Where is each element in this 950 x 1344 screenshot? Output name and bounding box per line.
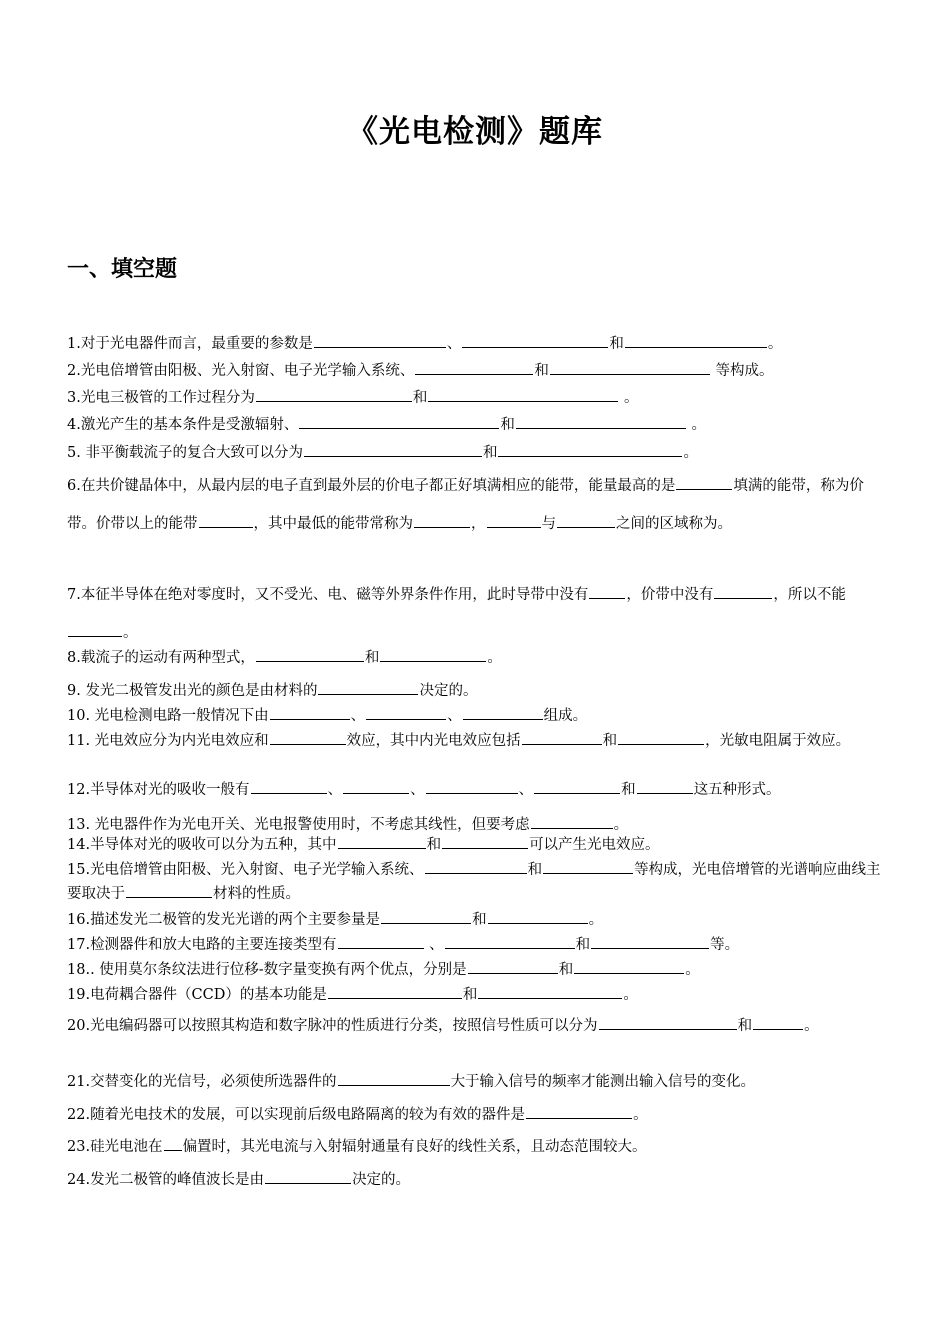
question-19 — [67, 983, 887, 1007]
question-text: 偏置时，其光电流与入射辐射通量有良好的线性关系，且动态范围较大。 — [182, 1139, 647, 1155]
question-text: 。 — [804, 1018, 819, 1034]
question-number: 20. — [67, 1018, 91, 1034]
answer-blank[interactable] — [366, 704, 446, 720]
question-text: 本征半导体在绝对零度时，又不受光、电、磁等外界条件作用，此时导带中没有 — [80, 587, 589, 603]
question-text: 和 — [602, 733, 618, 749]
answer-blank[interactable] — [270, 729, 346, 745]
answer-blank[interactable] — [531, 813, 613, 829]
question-number: 7. — [67, 587, 81, 603]
question-5 — [67, 441, 887, 465]
answer-blank[interactable] — [550, 359, 710, 375]
question-11 — [67, 729, 887, 753]
question-text: 光电编码器可以按照其构造和数字脉冲的性质进行分类，按照信号性质可以分为 — [90, 1018, 598, 1034]
question-text: 硅光电池在 — [90, 1139, 163, 1155]
question-text: 非平衡载流子的复合大致可以分为 — [80, 445, 303, 461]
question-text: 发光二极管的峰值波长是由 — [90, 1172, 265, 1188]
question-14 — [67, 833, 887, 857]
answer-blank[interactable] — [462, 332, 608, 348]
question-text: 随着光电技术的发展，可以实现前后级电路隔离的较为有效的器件是 — [90, 1107, 526, 1123]
question-text: 可以产生光电效应。 — [529, 837, 660, 853]
question-number: 23. — [67, 1139, 91, 1155]
answer-blank[interactable] — [488, 908, 588, 924]
question-text: 和 — [500, 417, 515, 433]
question-text: 。 — [619, 390, 639, 406]
question-number: 12. — [67, 782, 91, 798]
question-text: 和 — [482, 445, 498, 461]
answer-blank[interactable] — [414, 512, 470, 528]
question-text: 对于光电器件而言，最重要的参数是 — [80, 336, 313, 352]
question-8 — [67, 646, 887, 670]
question-number: 15. — [67, 862, 91, 878]
answer-blank[interactable] — [126, 882, 212, 898]
question-number: 21. — [67, 1074, 91, 1090]
question-text: 。 — [623, 987, 638, 1003]
answer-blank[interactable] — [543, 858, 633, 874]
question-text: 之间的区域称为 — [616, 516, 718, 532]
question-text: 决定的。 — [419, 683, 478, 699]
question-text: 。 — [717, 516, 732, 532]
answer-blank[interactable] — [68, 621, 122, 637]
question-number: 19. — [67, 987, 91, 1003]
question-number: 10. — [67, 708, 91, 724]
answer-blank[interactable] — [304, 441, 482, 457]
question-text: 。 — [487, 650, 502, 666]
answer-blank[interactable] — [381, 908, 471, 924]
question-text: 光电倍增管由阳极、光入射窗、电子光学输入系统、 — [90, 862, 424, 878]
question-text: 和 — [534, 363, 549, 379]
answer-blank[interactable] — [487, 512, 541, 528]
question-3 — [67, 386, 887, 410]
question-text: 填满的能带，称为价带。价带以上的能带 — [67, 478, 864, 532]
question-text: 。 — [683, 445, 698, 461]
answer-blank[interactable] — [618, 729, 704, 745]
question-21 — [67, 1070, 887, 1094]
answer-blank[interactable] — [463, 704, 543, 720]
question-text: 和 — [737, 1018, 753, 1034]
question-4 — [67, 413, 887, 437]
question-text: 这五种形式。 — [693, 782, 781, 798]
question-20 — [67, 1014, 887, 1038]
answer-blank[interactable] — [251, 778, 327, 794]
answer-blank[interactable] — [445, 933, 575, 949]
answer-blank[interactable] — [516, 413, 686, 429]
question-24 — [67, 1168, 887, 1192]
answer-blank[interactable] — [299, 413, 499, 429]
question-number: 4. — [67, 417, 81, 433]
question-15 — [67, 858, 887, 906]
question-text: 决定的。 — [352, 1172, 411, 1188]
section-heading: 一、填空题 — [67, 257, 178, 282]
answer-blank[interactable] — [589, 583, 625, 599]
answer-blank[interactable] — [199, 512, 253, 528]
question-text: 。 — [588, 912, 604, 928]
question-number: 13. — [67, 817, 91, 833]
answer-blank[interactable] — [498, 441, 682, 457]
answer-blank[interactable] — [425, 858, 527, 874]
answer-blank[interactable] — [637, 778, 693, 794]
question-number: 18. — [67, 962, 91, 978]
question-text: 大于输入信号的频率才能测出输入信号的变化。 — [450, 1074, 756, 1090]
answer-blank[interactable] — [338, 833, 426, 849]
question-text: 、 — [446, 336, 462, 352]
question-text: 光电三极管的工作过程分为 — [80, 390, 255, 406]
answer-blank[interactable] — [557, 512, 615, 528]
question-text: 发光二极管发出光的颜色是由材料的 — [80, 683, 318, 699]
question-text: 、 — [350, 708, 366, 724]
answer-blank[interactable] — [338, 1070, 450, 1086]
answer-blank[interactable] — [591, 933, 709, 949]
question-text: 。 — [613, 817, 629, 833]
question-17 — [67, 933, 887, 957]
question-text: 。 — [633, 1107, 648, 1123]
question-text: 等。 — [710, 937, 740, 953]
answer-blank[interactable] — [574, 958, 684, 974]
document-title: 《光电检测》题库 — [347, 114, 603, 150]
question-number: 17. — [67, 937, 91, 953]
question-text: 和 — [527, 862, 543, 878]
question-text: 等构成，光电倍增管的光谱响应曲线主要取决于 — [67, 862, 881, 902]
answer-blank[interactable] — [256, 386, 412, 402]
question-23 — [67, 1135, 887, 1159]
answer-blank[interactable] — [338, 933, 424, 949]
answer-blank[interactable] — [415, 359, 533, 375]
question-text: 与 — [541, 516, 556, 532]
question-text: ， — [471, 516, 486, 532]
question-number: 3. — [67, 390, 81, 406]
question-text: 和 — [621, 782, 636, 798]
question-text: 组成。 — [543, 708, 588, 724]
answer-blank[interactable] — [380, 646, 486, 662]
answer-blank[interactable] — [522, 729, 602, 745]
question-12 — [67, 778, 887, 802]
question-text: 。 — [123, 625, 138, 641]
answer-blank[interactable] — [318, 679, 418, 695]
question-text: 和 — [426, 837, 442, 853]
answer-blank[interactable] — [343, 778, 409, 794]
question-22 — [67, 1103, 887, 1127]
question-text: 光电效应分为内光电效应和 — [90, 733, 269, 749]
question-text: 光电器件作为光电开关、光电报警使用时，不考虑其线性，但要考虑 — [90, 817, 530, 833]
question-text: 、 — [447, 708, 462, 724]
answer-blank[interactable] — [265, 1168, 351, 1184]
question-text: 光电检测电路一般情况下由 — [90, 708, 269, 724]
question-number: 9. — [67, 683, 81, 699]
question-text: 、 — [410, 782, 425, 798]
question-10 — [67, 704, 887, 728]
answer-blank[interactable] — [599, 1014, 737, 1030]
question-text: 载流子的运动有两种型式， — [80, 650, 255, 666]
question-number: 8. — [67, 650, 81, 666]
question-text: 交替变化的光信号，必须使所选器件的 — [90, 1074, 337, 1090]
question-text: 光电倍增管由阳极、光入射窗、电子光学输入系统、 — [80, 363, 415, 379]
answer-blank[interactable] — [625, 332, 767, 348]
question-number: 16. — [67, 912, 91, 928]
question-text: 和 — [472, 912, 487, 928]
question-text: ，价带中没有 — [626, 587, 714, 603]
question-text: 和 — [364, 650, 380, 666]
question-text: 效应，其中内光电效应包括 — [346, 733, 521, 749]
question-text: 激光产生的基本条件是受激辐射、 — [80, 417, 299, 433]
answer-blank[interactable] — [714, 583, 772, 599]
question-text: 、 — [424, 937, 444, 953]
answer-blank[interactable] — [426, 778, 518, 794]
question-text: 、 — [518, 782, 534, 798]
answer-blank[interactable] — [256, 646, 364, 662]
question-text: 和 — [558, 962, 574, 978]
question-number: 6. — [67, 478, 81, 494]
answer-blank[interactable] — [676, 474, 732, 490]
answer-blank[interactable] — [442, 833, 528, 849]
question-7 — [67, 576, 887, 652]
question-text: 检测器件和放大电路的主要连接类型有 — [90, 937, 337, 953]
question-number: 1. — [67, 336, 81, 352]
question-text: 和 — [462, 987, 478, 1003]
question-number: 11. — [67, 733, 91, 749]
answer-blank[interactable] — [753, 1014, 803, 1030]
question-18 — [67, 958, 887, 982]
question-number: 24. — [67, 1172, 91, 1188]
question-number: 22. — [67, 1107, 91, 1123]
question-text: 。 — [685, 962, 700, 978]
question-text: 和 — [575, 937, 591, 953]
question-16 — [67, 908, 887, 932]
question-text: 在共价键晶体中，从最内层的电子直到最外层的价电子都正好填满相应的能带，能量最高的是 — [80, 478, 676, 494]
answer-blank[interactable] — [534, 778, 620, 794]
question-text: ，所以不能 — [773, 587, 846, 603]
question-number: 14. — [67, 837, 91, 853]
question-text: 电荷耦合器件（CCD）的基本功能是 — [90, 987, 327, 1003]
question-text: 半导体对光的吸收一般有 — [90, 782, 250, 798]
question-text: 和 — [609, 336, 624, 352]
question-2 — [67, 359, 887, 383]
question-number: 5. — [67, 445, 81, 461]
question-text: 材料的性质。 — [213, 886, 300, 902]
question-9 — [67, 679, 887, 703]
question-number: 2. — [67, 363, 81, 379]
question-text: 。 — [767, 336, 783, 352]
question-text: 等构成。 — [710, 363, 774, 379]
answer-blank[interactable] — [478, 983, 622, 999]
question-text: 描述发光二极管的发光光谱的两个主要参量是 — [90, 912, 381, 928]
question-text: 半导体对光的吸收可以分为五种，其中 — [90, 837, 337, 853]
answer-blank[interactable] — [164, 1135, 182, 1151]
answer-blank[interactable] — [428, 386, 618, 402]
question-text: ，其中最低的能带常称为 — [253, 516, 413, 532]
answer-blank[interactable] — [468, 958, 558, 974]
question-text: . 使用莫尔条纹法进行位移-数字量变换有两个优点，分别是 — [90, 962, 467, 978]
question-text: 、 — [327, 782, 343, 798]
question-text: 和 — [412, 390, 428, 406]
question-1 — [67, 332, 887, 356]
question-text: ，光敏电阻属于效应。 — [705, 733, 851, 749]
answer-blank[interactable] — [270, 704, 350, 720]
answer-blank[interactable] — [328, 983, 462, 999]
question-text: 。 — [686, 417, 706, 433]
question-6 — [67, 467, 887, 543]
answer-blank[interactable] — [526, 1103, 632, 1119]
answer-blank[interactable] — [314, 332, 446, 348]
